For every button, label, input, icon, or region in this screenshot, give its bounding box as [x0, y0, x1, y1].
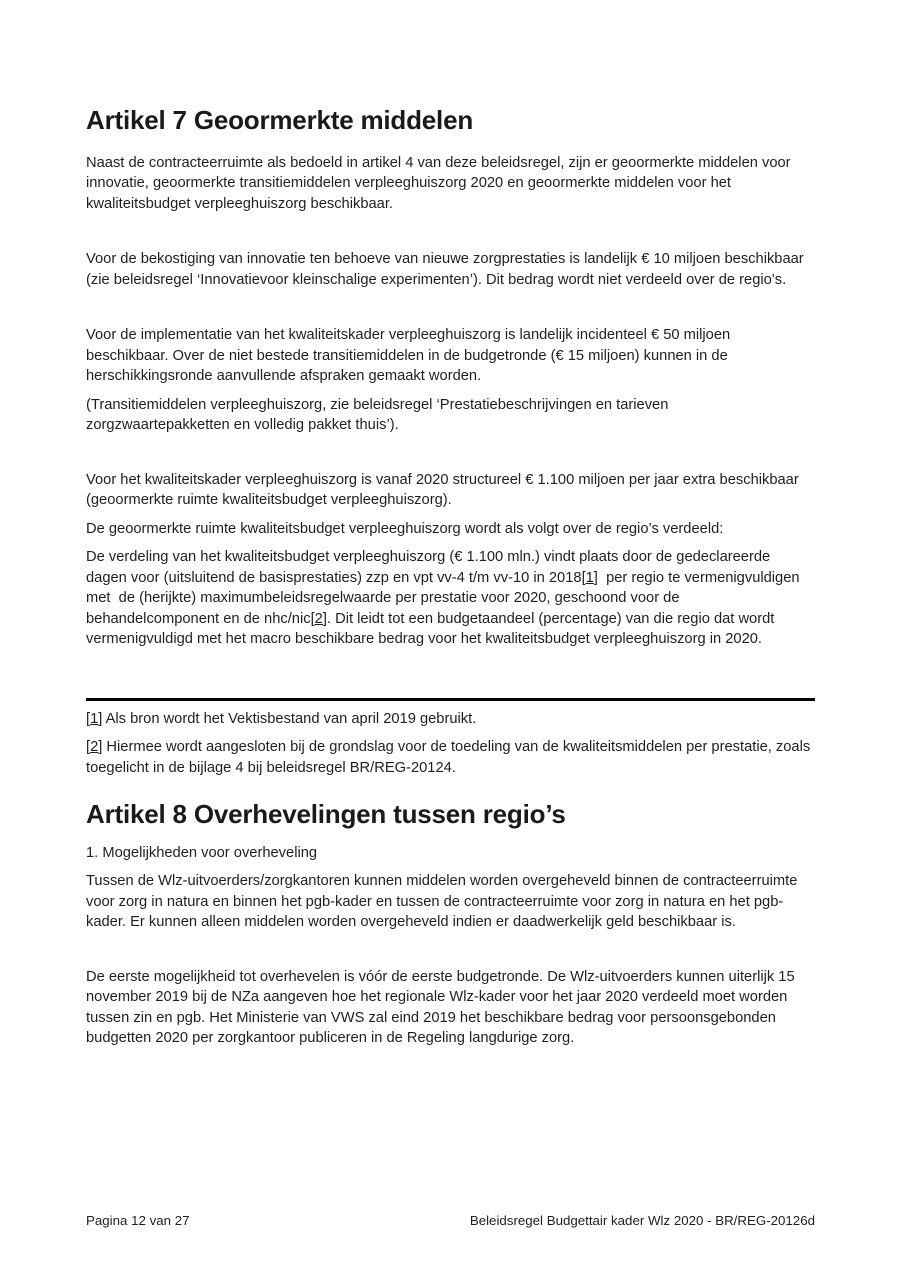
- paragraph-text-segment: per regio te vermenigvuldigen met de (herijkte) maximumbeleidsregelwaarde per prestatie voor 2020, geschoond voor de behandelcomponent en de nhc/nic: [86, 569, 804, 627]
- footnote-reference-2[interactable]: [2]: [310, 610, 327, 627]
- article8-paragraph-1: Tussen de Wlz-uitvoerders/zorgkantoren kunnen middelen worden overgeheveld binnen de contracteerruimte voor zorg in natura en binnen het pgb-kader en tussen de contracteerruimte voor zorg in natura en het pgb-kader. Er kunnen alleen middelen worden overgeheveld indien er daadwerkelijk geld beschikbaar is.: [86, 873, 802, 930]
- article7-paragraph-7: [86, 547, 815, 650]
- article7-paragraph-3: Voor de implementatie van het kwaliteitskader verpleeghuiszorg is landelijk incidenteel € 50 miljoen beschikbaar. Over de niet bestede transitiemiddelen in de budgetronde (€ 15 miljoen) kunnen in de herschikkingsronde aanvullende afspraken gemaakt worden.: [86, 327, 735, 384]
- footnote-divider-rule: [86, 698, 815, 701]
- footnote-2-marker[interactable]: [2]: [86, 739, 103, 755]
- article7-paragraph-5: Voor het kwaliteitskader verpleeghuiszorg is vanaf 2020 structureel € 1.100 miljoen per jaar extra beschikbaar (geoormerkte ruimte kwaliteitsbudget verpleeghuiszorg).: [86, 471, 803, 508]
- article7-heading: Artikel 7 Geoormerkte middelen: [86, 105, 474, 135]
- footnote-2-text: Hiermee wordt aangesloten bij de grondslag voor de toedeling van de kwaliteitsmiddelen per prestatie, zoals toegelicht in de bijlage 4 bij beleidsregel BR/REG-20124.: [86, 739, 815, 776]
- footnote-1-text: Als bron wordt het Vektisbestand van april 2019 gebruikt.: [102, 710, 477, 727]
- footnote-1: [86, 709, 815, 730]
- article8-paragraph-2: De eerste mogelijkheid tot overhevelen is vóór de eerste budgetronde. De Wlz-uitvoerders kunnen uiterlijk 15 november 2019 bij de NZa aangeven hoe het regionale Wlz-kader voor het jaar 2020 verdeeld moet worden tussen zin en pgb. Het Ministerie van VWS zal eind 2019 het beschikbare bedrag voor persoonsgebonden budgetten 2020 per zorgkantoor publiceren in de Regeling langdurige zorg.: [86, 968, 799, 1046]
- article8-subheading: 1. Mogelijkheden voor overheveling: [86, 844, 318, 861]
- footer-document-title: Beleidsregel Budgettair kader Wlz 2020 - BR/REG-20126d: [469, 1213, 815, 1228]
- paragraph-text-segment: De verdeling van het kwaliteitsbudget verpleeghuiszorg (€ 1.100 mln.) vindt plaats door de gedeclareerde dagen voor (uitsluitend de basisprestaties) zzp en vpt vv-4 t/m vv-10 in 2018: [86, 549, 775, 586]
- footer-page-number: Pagina 12 van 27: [86, 1213, 190, 1228]
- article7-paragraph-6: De geoormerkte ruimte kwaliteitsbudget verpleeghuiszorg wordt als volgt over de regio’s verdeeld:: [86, 520, 724, 537]
- paragraph-text-segment: . Dit leidt tot een budgetaandeel (percentage) van die regio dat wordt vermenigvuldigd met het macro beschikbare bedrag voor het kwaliteitsbudget verpleeghuiszorg in 2020.: [86, 610, 779, 647]
- article8-heading: Artikel 8 Overhevelingen tussen regio’s: [86, 799, 566, 829]
- document-content: [86, 0, 815, 1057]
- article7-paragraph-1: Naast de contracteerruimte als bedoeld in artikel 4 van deze beleidsregel, zijn er geoormerkte middelen voor innovatie, geoormerkte transitiemiddelen verpleeghuiszorg 2020 en geoormerkte middelen voor het kwaliteitsbudget verpleeghuiszorg beschikbaar.: [86, 154, 795, 212]
- page-footer: [86, 1212, 815, 1229]
- article7-paragraph-4: (Transitiemiddelen verpleeghuiszorg, zie beleidsregel ‘Prestatiebeschrijvingen en tarieven zorgzwaartepakketten en volledig pakket thuis’).: [86, 396, 673, 433]
- footnote-1-marker[interactable]: [1]: [86, 710, 103, 727]
- footnote-reference-1[interactable]: [1]: [581, 569, 598, 586]
- article7-paragraph-2: Voor de bekostiging van innovatie ten behoeve van nieuwe zorgprestaties is landelijk € 10 miljoen beschikbaar (zie beleidsregel ‘Innovatievoor kleinschalige experimenten’). Dit bedrag wordt niet verdeeld over de regio’s.: [86, 251, 808, 288]
- footnote-2: [86, 737, 815, 778]
